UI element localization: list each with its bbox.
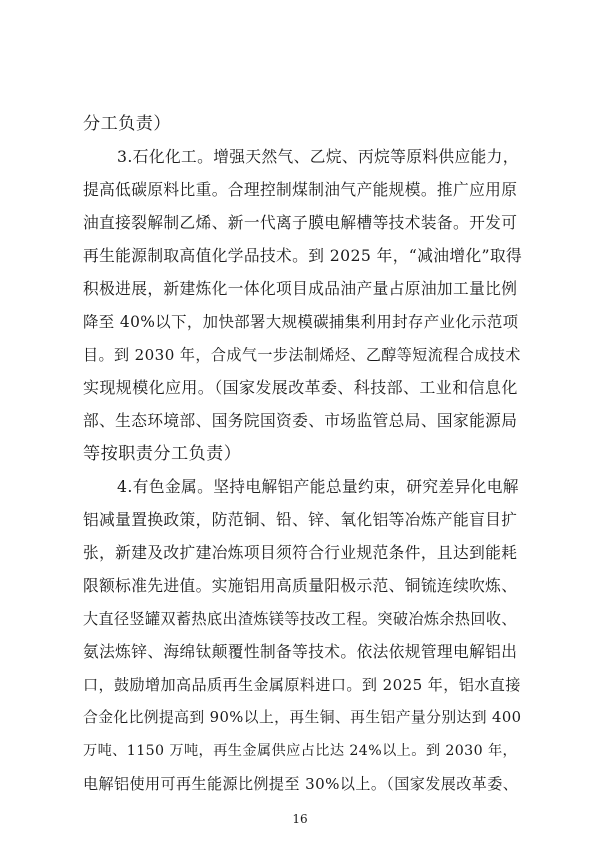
text-line: 张，新建及改扩建冶炼项目须符合行业规范条件，且达到能耗 (83, 543, 518, 562)
text-line: 再生能源制取高值化学品技术。到 2025 年，“减油增化”取得 (83, 246, 523, 265)
text-line: 降至 40%以下，加快部署大规模碳捕集利用封存产业化示范项 (83, 313, 519, 331)
page-number: 16 (292, 812, 308, 826)
text-line: 等按职责分工负责） (83, 444, 242, 464)
text-line: 提高低碳原料比重。合理控制煤制油气产能规模。推广应用原 (83, 180, 518, 199)
text-line: 部、生态环境部、国务院国资委、市场监管总局、国家能源局 (83, 411, 518, 430)
text-line: 限额标准先进值。实施铝用高质量阳极示范、铜锍连续吹炼、 (83, 576, 518, 595)
text-line: 口，鼓励增加高品质再生金属原料进口。到 2025 年，铝水直接 (83, 676, 521, 694)
section-heading-petrochemical: 3.石化化工。增强天然气、乙烷、丙烷等原料供应能力， (117, 147, 519, 166)
section-heading-nonferrous-metals: 4.有色金属。坚持电解铝产能总量约束，研究差异化电解 (117, 477, 519, 496)
text-line: 分工负责） (83, 114, 171, 134)
text-line: 实现规模化应用。（国家发展改革委、科技部、工业和信息化 (83, 378, 518, 397)
text-line: 大直径竖罐双蓄热底出渣炼镁等技改工程。突破冶炼余热回收、 (83, 610, 517, 628)
text-line: 积极进展，新建炼化一体化项目成品油产量占原油加工量比例 (83, 279, 518, 298)
text-line: 油直接裂解制乙烯、新一代离子膜电解槽等技术装备。开发可 (83, 213, 518, 232)
text-line: 铝减量置换政策，防范铜、铅、锌、氧化铝等冶炼产能盲目扩 (83, 510, 518, 529)
text-line: 合金化比例提高到 90%以上，再生铜、再生铝产量分别达到 400 (83, 709, 522, 726)
text-line: 电解铝使用可再生能源比例提至 30%以上。（国家发展改革委、 (83, 775, 519, 793)
text-line: 氨法炼锌、海绵钛颠覆性制备等技术。依法依规管理电解铝出 (83, 642, 518, 661)
text-line: 目。到 2030 年，合成气一步法制烯烃、乙醇等短流程合成技术 (83, 346, 521, 364)
text-line: 万吨、1150 万吨，再生金属供应占比达 24%以上。到 2030 年， (83, 743, 518, 759)
